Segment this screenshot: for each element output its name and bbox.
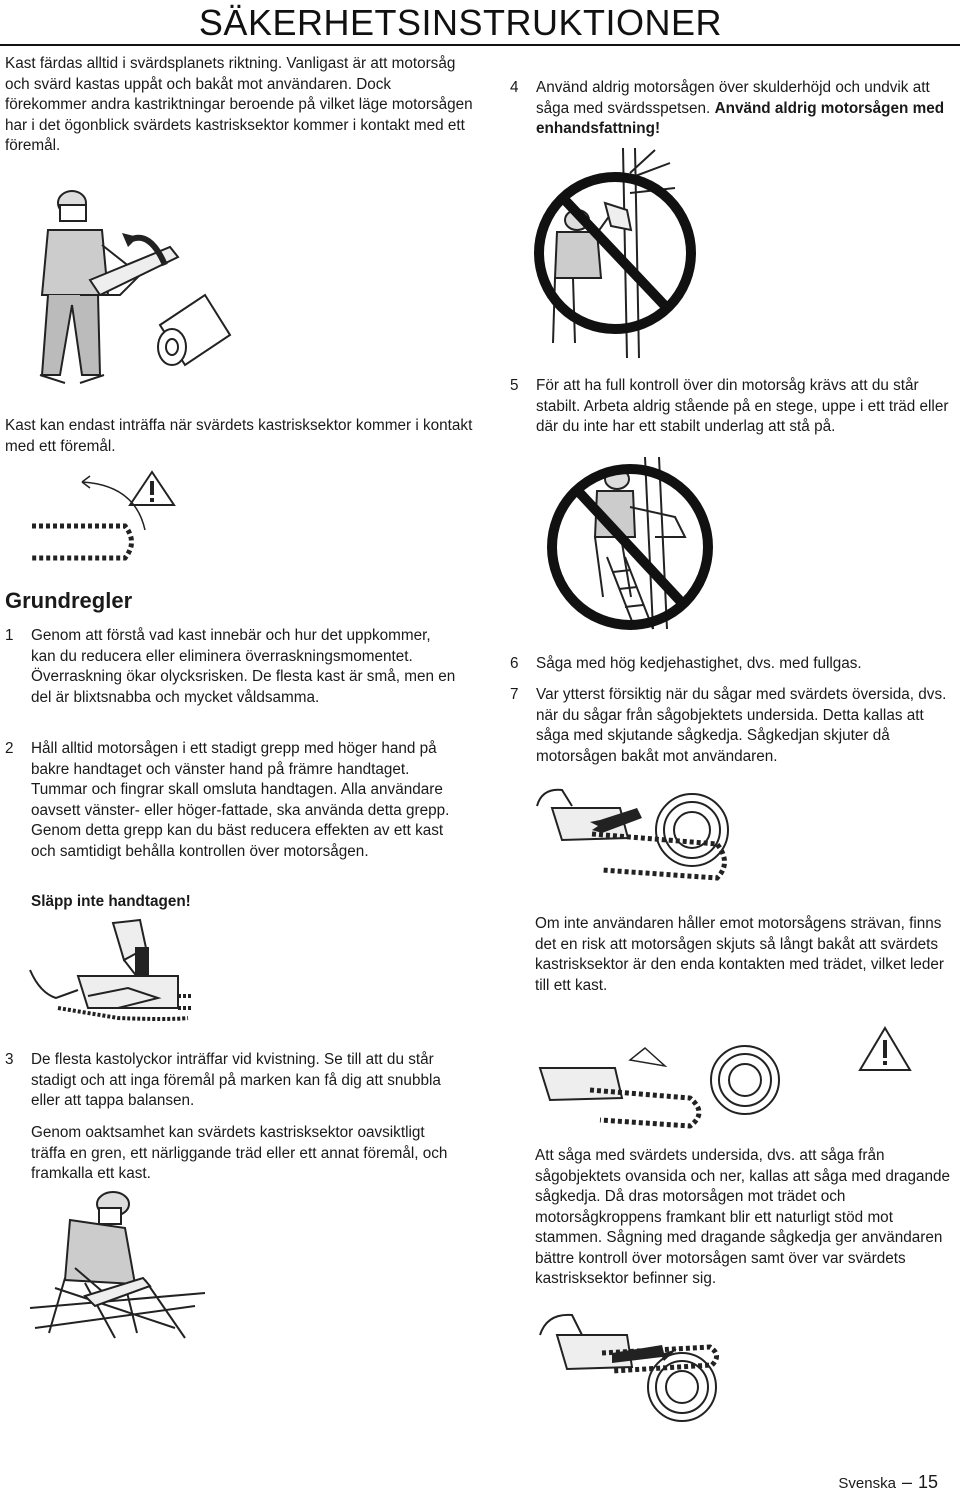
rule-text: De flesta kastolyckor inträffar vid kvistning. Se till att du står stadigt och att inga föremål på marken kan få dig att snubbla eller att tappa balansen. <box>31 1051 441 1109</box>
rule-text: För att ha full kontroll över din motorsåg krävs att du står stabilt. Arbeta aldrig stående på en stege, uppe i ett träd eller där du inte har ett stabilt underlag att stå på. <box>536 377 949 435</box>
rule-bold-warning: Använd aldrig motorsågen med enhandsfattning! <box>536 99 945 137</box>
rule-item-4 <box>510 78 958 140</box>
prohibited-above-shoulder-illustration <box>535 148 695 358</box>
rule-item-5 <box>510 376 958 438</box>
footer-dash: – <box>901 1472 912 1492</box>
kickback-operator-illustration <box>20 185 250 395</box>
kickback-zone-illustration <box>30 470 210 570</box>
pulling-chain-paragraph: Att såga med svärdets undersida, dvs. att såga från sågobjektets ovansida och ner, kallas att såga med dragande sågkedja. Då dras motorsågen mot trädet och motorsågkroppens framkant blir ett naturligt stöd mot stammen. Sågning med dragande sågkedja ger användaren bättre kontroll över motorsågen samt över var svärdets kastrisksektor befinner sig. <box>535 1147 950 1287</box>
header-rule <box>0 44 960 46</box>
rule-item-7 <box>510 685 958 767</box>
intro-paragraph: Kast färdas alltid i svärdsplanets riktning. Vanligast är att motorsåg och svärd kastas uppåt och bakåt mot användaren. Dock förekommer andra kastriktningar beroende på vilket läge motorsågen har i det ögonblick svärdets kastrisksektor kommer i kontakt med ett föremål. <box>5 55 473 154</box>
rule-text: Håll alltid motorsågen i ett stadigt grepp med höger hand på bakre handtaget och vänster hand på främre handtaget. Tummar och fingrar skall omsluta handtagen. Alla användare oavsett vänster- eller höger-fattade, ska använda detta grepp. Genom detta grepp kan du bäst reducera effekten av ett kast och samtidigt behålla kontrollen över motorsågen. <box>31 740 450 860</box>
kickback-warning-illustration <box>530 1018 960 1138</box>
rule-item-6 <box>510 654 958 675</box>
release-warning: Släpp inte handtagen! <box>31 893 191 910</box>
rule-item-1 <box>5 626 457 708</box>
limbing-illustration <box>25 1188 215 1338</box>
pulling-chain-illustration <box>532 1295 722 1425</box>
prohibited-ladder-illustration <box>535 457 705 629</box>
rule-number: 6 <box>510 655 519 672</box>
page-footer <box>838 1472 938 1493</box>
push-warning-paragraph: Om inte användaren håller emot motorsågens strävan, finns det en risk att motorsågen skjuts så långt bakåt att svärdets kastrisksektor är den enda kontakten med trädet, vilket leder till ett kast. <box>535 915 944 994</box>
rule-text: Såga med hög kedjehastighet, dvs. med fullgas. <box>536 655 862 672</box>
rule-number: 5 <box>510 377 519 394</box>
rule-text: Var ytterst försiktig när du sågar med svärdets översida, dvs. när du sågar från sågobjektets undersida. Detta kallas att såga med skjutande sågkedja. Sågkedjan skjuter då motorsågen bakåt mot användaren. <box>536 686 947 765</box>
rule-item-2 <box>5 739 457 862</box>
footer-language: Svenska <box>838 1475 896 1492</box>
rule-text: Använd aldrig motorsågen över skulderhöjd och undvik att såga med svärdsspetsen. <box>536 79 930 117</box>
pushing-chain-illustration <box>532 778 747 893</box>
rule-text: Genom att förstå vad kast innebär och hur det uppkommer, kan du reducera eller eliminera överraskningsmomentet. Överraskning ökar olycksrisken. De flesta kast är små, men en del är blixtsnabba och mycket våldsamma. <box>31 627 456 706</box>
page-title: SÄKERHETSINSTRUKTIONER <box>198 2 722 43</box>
rule-number: 7 <box>510 686 519 703</box>
rule-number: 3 <box>5 1051 14 1068</box>
rule-3-extra: Genom oaktsamhet kan svärdets kastrisksektor oavsiktligt träffa en gren, ett närliggande träd eller ett annat föremål, och framkalla ett kast. <box>31 1124 448 1182</box>
rule-item-3 <box>5 1050 457 1112</box>
rule-number: 4 <box>510 79 519 96</box>
page-number: 15 <box>917 1472 938 1492</box>
section-heading: Grundregler <box>5 588 133 613</box>
rule-number: 2 <box>5 740 14 757</box>
grip-illustration <box>28 918 193 1030</box>
kickback-caption: Kast kan endast inträffa när svärdets kastrisksektor kommer i kontakt med ett föremål. <box>5 417 473 455</box>
rule-number: 1 <box>5 627 14 644</box>
